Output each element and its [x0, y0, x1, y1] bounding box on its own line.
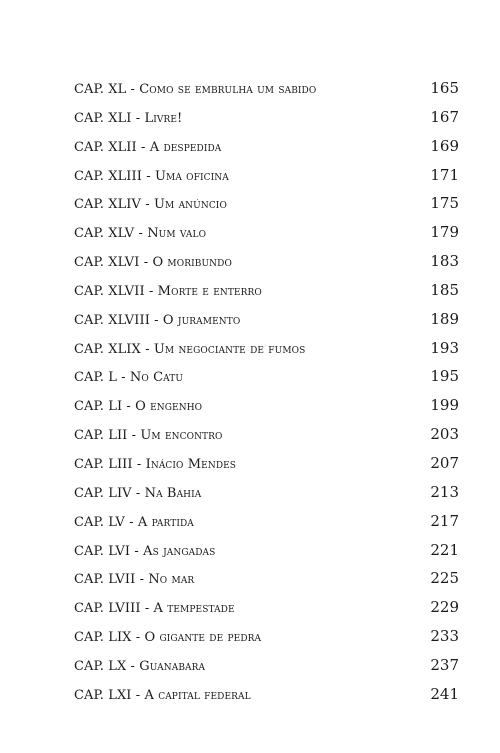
toc-entry	[74, 252, 459, 281]
toc-entry	[74, 137, 459, 166]
page-number: 171	[430, 165, 459, 184]
page-number: 165	[430, 79, 459, 97]
page-number: 233	[430, 627, 459, 646]
chapter-title: CAP. LVII - No mar	[74, 572, 195, 588]
chapter-title: CAP. LI - O engenho	[74, 399, 203, 415]
toc-entry	[74, 627, 459, 656]
page-number: 183	[430, 252, 459, 271]
page-number: 189	[430, 309, 459, 328]
chapter-title: CAP. LIV - Na Bahia	[74, 485, 202, 501]
page-number: 167	[430, 107, 459, 126]
chapter-title: CAP. XLV - Num valo	[74, 226, 207, 242]
table-of-contents	[74, 79, 459, 714]
page-number: 199	[430, 396, 459, 415]
chapter-title: CAP. XLVI - O moribundo	[74, 255, 232, 271]
chapter-title: CAP. LVI - As jangadas	[74, 543, 216, 559]
toc-entry	[74, 281, 459, 310]
toc-entry	[74, 310, 459, 339]
toc-entry	[74, 223, 459, 252]
chapter-title: CAP. XLVIII - O juramento	[74, 312, 241, 328]
page-number: 185	[430, 280, 459, 299]
chapter-title: CAP. XL - Como se embrulha um sabido	[74, 82, 317, 97]
chapter-title: CAP. LX - Guanabara	[74, 658, 206, 674]
toc-entry	[74, 685, 459, 714]
toc-entry	[74, 79, 459, 108]
toc-entry	[74, 108, 459, 137]
toc-entry	[74, 425, 459, 454]
toc-entry	[74, 656, 459, 685]
chapter-title: CAP. LIII - Inácio Mendes	[74, 456, 237, 472]
toc-entry	[74, 396, 459, 425]
chapter-title: CAP. LIX - O gigante de pedra	[74, 630, 262, 646]
page-number: 221	[430, 540, 459, 559]
page-number: 213	[430, 482, 459, 501]
chapter-title: CAP. XLII - A despedida	[74, 139, 222, 155]
chapter-title: CAP. XLI - Livre!	[74, 110, 183, 126]
page-number: 229	[430, 598, 459, 617]
toc-entry	[74, 569, 459, 598]
page-number: 237	[430, 655, 459, 674]
toc-entry	[74, 541, 459, 570]
chapter-title: CAP. XLIV - Um anúncio	[74, 197, 227, 213]
toc-entry	[74, 598, 459, 627]
toc-entry	[74, 483, 459, 512]
chapter-title: CAP. LV - A partida	[74, 514, 194, 530]
chapter-title: CAP. XLVII - Morte e enterro	[74, 283, 262, 299]
chapter-title: CAP. LXI - A capital federal	[74, 687, 251, 703]
page-number: 169	[430, 136, 459, 155]
chapter-title: CAP. LVIII - A tempestade	[74, 601, 235, 617]
toc-entry	[74, 194, 459, 223]
toc-entry	[74, 166, 459, 195]
page-number: 207	[430, 453, 459, 472]
page-number: 241	[430, 684, 459, 703]
page-number: 217	[430, 511, 459, 530]
page-number: 203	[430, 425, 459, 444]
toc-entry	[74, 512, 459, 541]
page-number: 195	[430, 367, 459, 386]
chapter-title: CAP. XLIII - Uma oficina	[74, 168, 229, 184]
toc-entry	[74, 454, 459, 483]
page-number: 179	[430, 223, 459, 242]
page-number: 193	[430, 338, 459, 357]
page-number: 175	[430, 194, 459, 213]
chapter-title: CAP. LII - Um encontro	[74, 428, 223, 444]
toc-entry	[74, 367, 459, 396]
page-number: 225	[430, 569, 459, 588]
toc-entry	[74, 339, 459, 368]
chapter-title: CAP. XLIX - Um negociante de fumos	[74, 341, 306, 357]
chapter-title: CAP. L - No Catu	[74, 370, 184, 386]
